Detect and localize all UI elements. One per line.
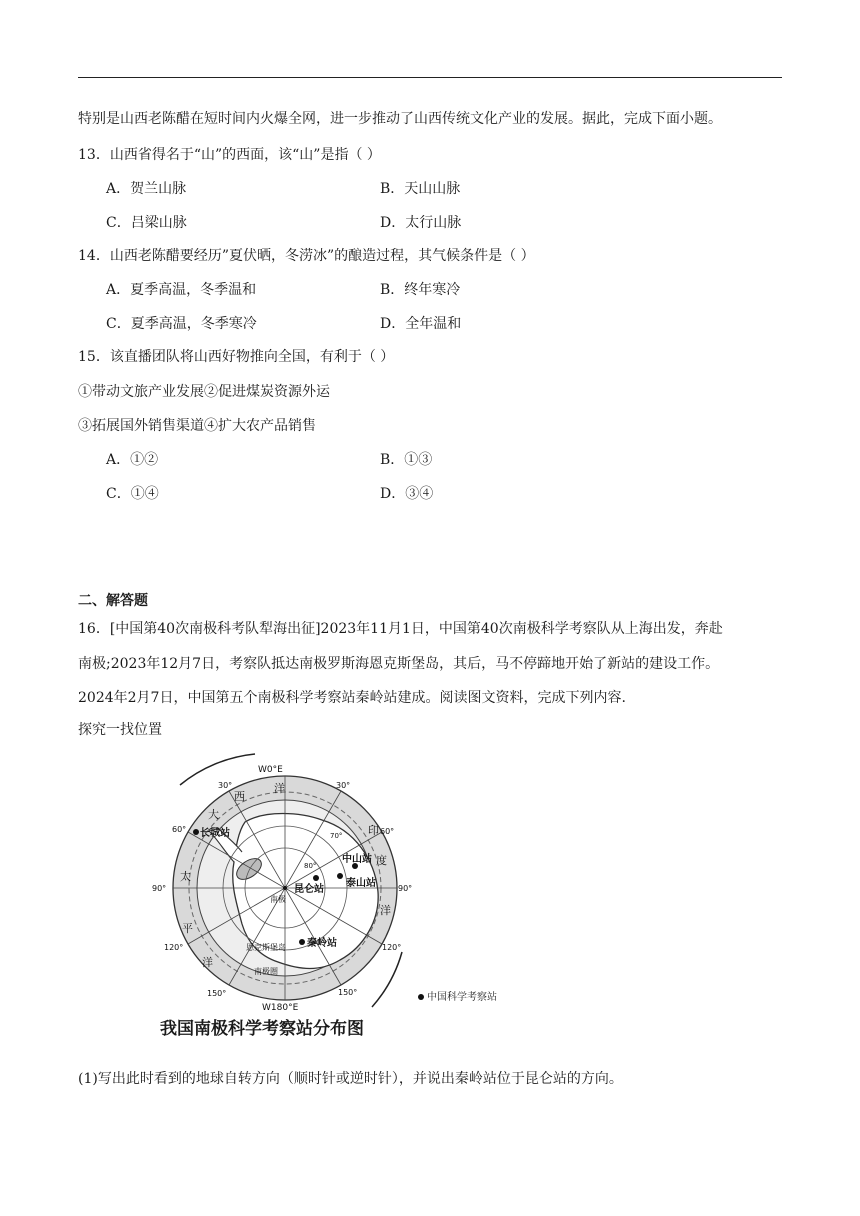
south-pole-point xyxy=(283,886,287,890)
map-caption: 我国南极科学考察站分布图 xyxy=(160,1019,364,1039)
q15-statement-2: ③拓展国外销售渠道④扩大农产品销售 xyxy=(78,418,316,434)
q14-option-d: D．全年温和 xyxy=(380,316,462,332)
ocean-char: 印 xyxy=(368,824,379,837)
ocean-char: 洋 xyxy=(202,956,213,969)
station-marker xyxy=(299,939,305,945)
ocean-char: 平 xyxy=(182,922,193,935)
ocean-char: 度 xyxy=(376,854,387,867)
q13-option-b: B．天山山脉 xyxy=(380,181,461,197)
q14-option-c: C．夏季高温，冬季寒冷 xyxy=(106,316,257,332)
station-marker xyxy=(337,873,343,879)
q13-option-c: C．吕梁山脉 xyxy=(106,215,187,231)
station-marker xyxy=(193,829,199,835)
q16-line-1: 16．[中国第40次南极科考队犁海出征]2023年11月1日，中国第40次南极科学考察队从上海出发，奔赴 xyxy=(78,621,723,637)
deg-label: 120° xyxy=(164,943,184,952)
header-rule xyxy=(78,77,782,78)
q15-option-a: A．①② xyxy=(106,452,159,468)
station-label: 秦岭站 xyxy=(307,938,337,949)
q15-option-b: B．①③ xyxy=(380,452,433,468)
q16-line-2: 南极;2023年12月7日，考察队抵达南极罗斯海恩克斯堡岛，其后，马不停蹄地开始了新站的建设工作。 xyxy=(78,656,720,672)
section-heading: 二、解答题 xyxy=(78,593,148,609)
deg-label: 150° xyxy=(338,988,358,997)
place-label: 恩克斯堡岛 xyxy=(246,943,286,952)
station-label: 长城站 xyxy=(200,828,230,839)
deg-label: 60° xyxy=(380,827,395,836)
q14-option-b: B．终年寒冷 xyxy=(380,282,461,298)
q15-option-c: C．①④ xyxy=(106,486,159,502)
q13-stem: 13．山西省得名于“山”的西面，该“山”是指（ ） xyxy=(78,147,381,163)
deg-label: 30° xyxy=(336,781,351,790)
bottom-meridian-label: W180°E xyxy=(262,1003,299,1013)
ocean-char: 大 xyxy=(208,808,219,821)
ocean-char: 太 xyxy=(180,870,191,883)
deg-label: 60° xyxy=(172,825,187,834)
q13-option-a: A．贺兰山脉 xyxy=(106,181,187,197)
rotation-arc-bottom xyxy=(372,952,402,1007)
deg-label: 80° xyxy=(304,862,317,870)
antarctic-map xyxy=(150,752,530,1042)
station-label: 泰山站 xyxy=(346,878,376,889)
deg-label: 70° xyxy=(330,832,343,840)
q16-explore-heading: 探究一找位置 xyxy=(78,722,162,738)
ocean-char: 西 xyxy=(234,790,245,803)
q15-stem: 15．该直播团队将山西好物推向全国，有利于（ ） xyxy=(78,349,395,365)
place-label: 南极 xyxy=(270,895,286,904)
deg-label: 90° xyxy=(398,884,413,893)
legend-dot xyxy=(418,994,424,1000)
deg-label: 30° xyxy=(218,781,233,790)
ocean-char: 洋 xyxy=(274,782,285,795)
q13-option-d: D．太行山脉 xyxy=(380,215,462,231)
ocean-char: 洋 xyxy=(380,904,391,917)
q14-stem: 14．山西老陈醋要经历”夏伏晒，冬涝冰”的酿造过程，其气候条件是（ ） xyxy=(78,248,535,264)
q16-subquestion-1: (1)写出此时看到的地球自转方向（顺时针或逆时针），并说出秦岭站位于昆仑站的方向。 xyxy=(78,1071,623,1087)
q14-option-a: A．夏季高温，冬季温和 xyxy=(106,282,257,298)
intro-line: 特别是山西老陈醋在短时间内火爆全网，进一步推动了山西传统文化产业的发展。据此，完成下面小题。 xyxy=(78,111,722,127)
deg-label: 120° xyxy=(382,943,402,952)
place-label: 南极圈 xyxy=(254,967,278,976)
top-meridian-label: W0°E xyxy=(258,765,283,775)
q16-line-3: 2024年2月7日，中国第五个南极科学考察站秦岭站建成。阅读图文资料，完成下列内容. xyxy=(78,690,626,706)
deg-label: 90° xyxy=(152,884,167,893)
deg-label: 150° xyxy=(207,989,227,998)
q15-statement-1: ①带动文旅产业发展②促进煤炭资源外运 xyxy=(78,384,330,400)
map-legend xyxy=(418,988,497,1003)
station-label: 昆仑站 xyxy=(294,884,324,895)
station-marker xyxy=(313,875,319,881)
legend-label: 中国科学考察站 xyxy=(427,992,497,1003)
q15-option-d: D．③④ xyxy=(380,486,434,502)
station-label: 中山站 xyxy=(342,854,372,865)
